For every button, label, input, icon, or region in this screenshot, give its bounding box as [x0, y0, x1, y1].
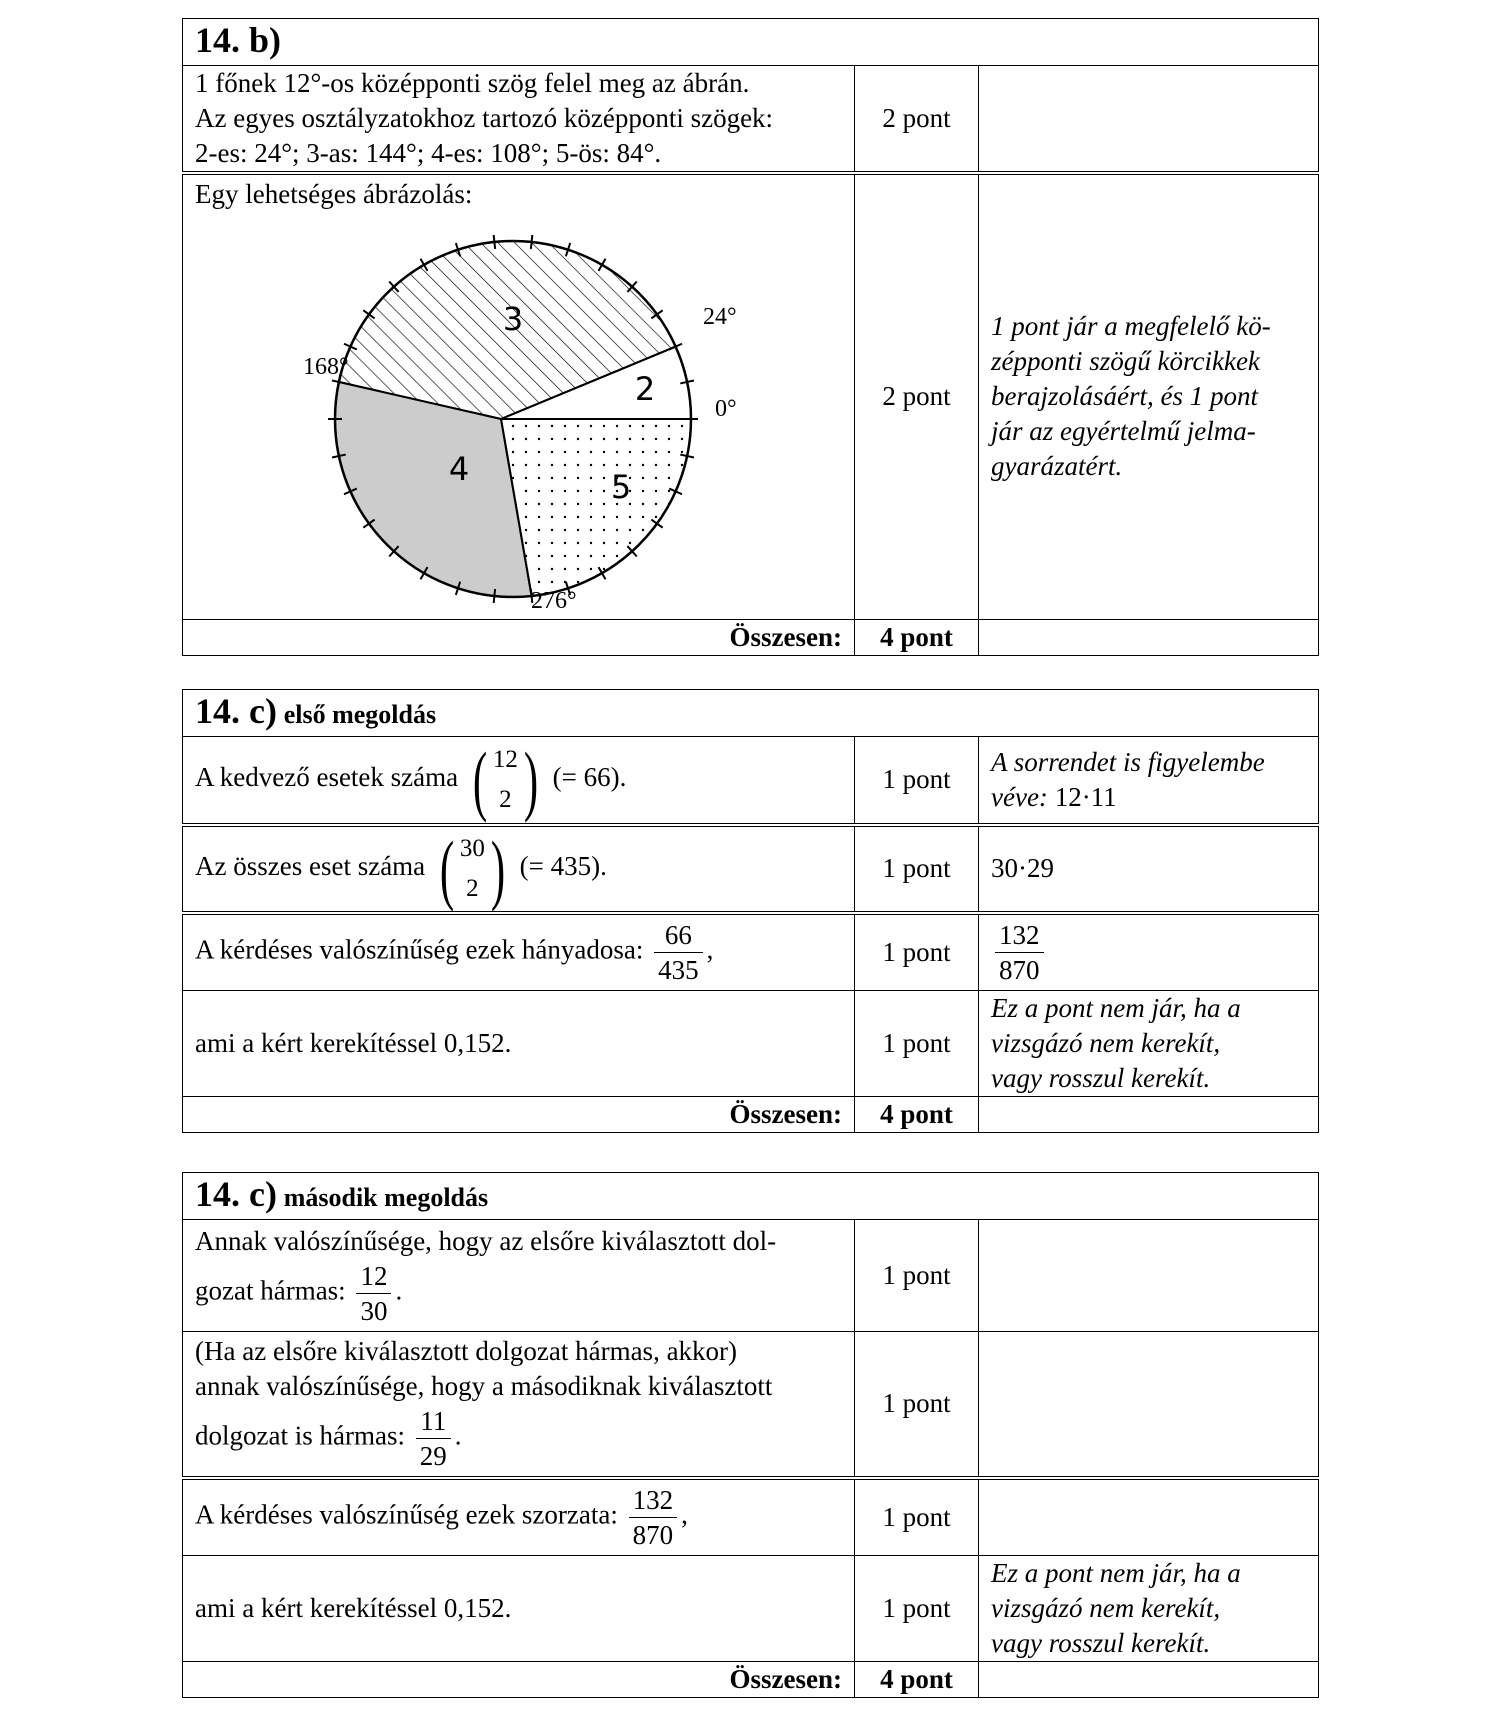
text-line: Az egyes osztályzatokhoz tartozó középponti szögek:: [195, 103, 774, 133]
text-cell: [183, 825, 855, 913]
points-cell: 1 pont: [855, 1332, 979, 1478]
note-line: vagy rosszul kerekít.: [991, 1628, 1211, 1658]
text-cell: [183, 913, 855, 991]
binom-top: 12: [492, 745, 518, 773]
numerator: 66: [664, 919, 692, 950]
section-heading: [183, 19, 1319, 66]
pie-sectors: [328, 235, 698, 603]
note-expression: 12·11: [1054, 781, 1117, 812]
numerator: 132: [632, 1484, 674, 1515]
sector-label-5: 5: [610, 468, 632, 506]
text: (= 66).: [552, 761, 627, 792]
angle-label-168: 168°: [303, 354, 349, 380]
total-note-cell: [979, 1662, 1319, 1698]
binomial: ( 30 2 ): [439, 824, 506, 912]
note-line: vizsgázó nem kerekít,: [991, 1593, 1221, 1623]
points-cell: 2 pont: [855, 173, 979, 619]
note-cell: [979, 66, 1319, 174]
points-cell: 1 pont: [855, 1478, 979, 1556]
fraction: [995, 918, 1044, 987]
section-heading: [183, 690, 1319, 737]
binom-bottom: 2: [466, 874, 479, 902]
text: ,: [681, 1499, 688, 1530]
total-points: 4 pont: [855, 1097, 979, 1133]
figure-cell: [183, 173, 855, 619]
pie-sector-5: [501, 419, 691, 596]
binomial: ( 12 2 ): [472, 735, 539, 823]
angle-label-24: 24°: [703, 304, 737, 330]
fraction: [654, 918, 703, 987]
text: (= 435).: [519, 850, 607, 881]
text: ,: [706, 934, 714, 965]
note-cell: [979, 1478, 1319, 1556]
heading-number: 14. c): [195, 691, 277, 731]
figure-caption: Egy lehetséges ábrázolás:: [195, 179, 473, 209]
total-points: 4 pont: [855, 1662, 979, 1698]
fraction: [629, 1483, 678, 1552]
fraction: [356, 1259, 391, 1328]
binom-bottom: 2: [499, 785, 512, 813]
note-line: berajzolásáért, és 1 pont: [991, 381, 1258, 412]
note-line: Ez a pont nem jár, ha a: [991, 1558, 1241, 1588]
sector-label-2: 2: [634, 370, 656, 408]
points-cell: 1 pont: [855, 913, 979, 991]
denominator: 870: [629, 1517, 678, 1552]
note-line: jár az egyértelmű jelma-: [991, 416, 1256, 447]
note-cell: [979, 173, 1319, 619]
heading-number: 14. c): [195, 1174, 277, 1214]
text-cell: [183, 1220, 855, 1332]
note-cell: 30·29: [979, 825, 1319, 913]
total-note-cell: [979, 619, 1319, 655]
numerator: 11: [420, 1406, 447, 1437]
table-14c-first: [182, 689, 1319, 1133]
note-line: zépponti szögű körcikkek: [991, 346, 1260, 377]
sector-label-3: 3: [502, 300, 524, 338]
note-cell: [979, 1556, 1319, 1662]
numerator: 12: [360, 1260, 388, 1291]
text: .: [395, 1275, 403, 1306]
total-points: 4 pont: [855, 619, 979, 655]
text: Az összes eset száma: [195, 850, 426, 881]
heading-subtitle: első megoldás: [283, 700, 437, 729]
text-cell: [183, 1478, 855, 1556]
points-cell: 1 pont: [855, 1556, 979, 1662]
note-text: véve:: [991, 781, 1048, 812]
points-cell: 1 pont: [855, 825, 979, 913]
denominator: 29: [416, 1438, 451, 1473]
points-cell: 2 pont: [855, 66, 979, 174]
note-line: vizsgázó nem kerekít,: [991, 1028, 1221, 1058]
note-cell: [979, 1332, 1319, 1478]
points-cell: 1 pont: [855, 1220, 979, 1332]
text-cell: ami a kért kerekítéssel 0,152.: [183, 991, 855, 1097]
heading-subtitle: második megoldás: [283, 1183, 489, 1212]
sector-label-4: 4: [448, 450, 470, 488]
points-cell: 1 pont: [855, 737, 979, 825]
text: A kérdéses valószínűség ezek szorzata:: [195, 1499, 618, 1530]
denominator: 30: [356, 1293, 391, 1328]
total-label: Összesen:: [183, 619, 855, 655]
text-cell: ami a kért kerekítéssel 0,152.: [183, 1556, 855, 1662]
text-line: Annak valószínűsége, hogy az elsőre kiválasztott dol-: [195, 1225, 777, 1256]
denominator: 435: [654, 952, 703, 987]
total-note-cell: [979, 1097, 1319, 1133]
text-line: 2-es: 24°; 3-as: 144°; 4-es: 108°; 5-ös: 84°.: [195, 138, 662, 168]
fraction: [416, 1404, 451, 1473]
text: A kérdéses valószínűség ezek hányadosa:: [195, 934, 644, 965]
pie-chart: [195, 212, 835, 632]
table-14c-second: [182, 1172, 1319, 1698]
binom-top: 30: [459, 834, 485, 862]
total-label: Összesen:: [183, 1097, 855, 1133]
angle-label-276: 276°: [531, 588, 577, 614]
section-heading: [183, 1173, 1319, 1220]
text-cell: [183, 737, 855, 825]
note-line: Ez a pont nem jár, ha a: [991, 993, 1241, 1023]
note-line: gyarázatért.: [991, 451, 1123, 482]
text: gozat hármas:: [195, 1275, 346, 1306]
note-cell: [979, 737, 1319, 825]
note-cell: [979, 1220, 1319, 1332]
angle-label-0: 0°: [715, 396, 737, 422]
heading-number: 14. b): [195, 20, 282, 60]
text-cell: [183, 1332, 855, 1478]
text: A kedvező esetek száma: [195, 761, 459, 792]
points-cell: 1 pont: [855, 991, 979, 1097]
note-line: 1 pont jár a megfelelő kö-: [991, 311, 1271, 342]
text-line: (Ha az elsőre kiválasztott dolgozat hármas, akkor): [195, 1336, 738, 1367]
text: dolgozat is hármas:: [195, 1420, 405, 1451]
note-line: vagy rosszul kerekít.: [991, 1063, 1211, 1093]
note-cell: [979, 913, 1319, 991]
denominator: 870: [995, 952, 1044, 987]
text: .: [454, 1420, 462, 1451]
text-line: 1 főnek 12°-os középponti szög felel meg az ábrán.: [195, 68, 750, 98]
note-line: A sorrendet is figyelembe: [991, 746, 1265, 777]
numerator: 132: [999, 919, 1040, 950]
table-14b: [182, 18, 1319, 656]
pie-figure: [195, 212, 842, 612]
total-label: Összesen:: [183, 1662, 855, 1698]
text-line: annak valószínűsége, hogy a másodiknak kiválasztott: [195, 1371, 773, 1402]
note-cell: [979, 991, 1319, 1097]
text-cell: [183, 66, 855, 174]
